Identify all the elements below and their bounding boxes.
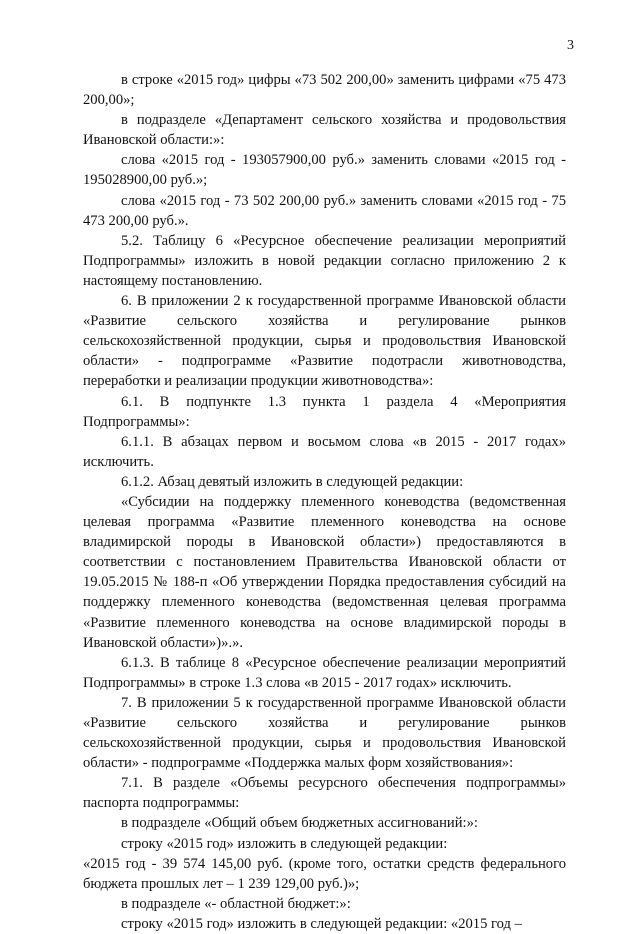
paragraph: 6.1.3. В таблице 8 «Ресурсное обеспечение реализации мероприятий Подпрограммы» в строке 1.3 слова «в 2015 - 2017 годах» исключить.	[83, 654, 566, 691]
paragraph: 6.1.2. Абзац девятый изложить в следующей редакции:	[121, 473, 464, 490]
paragraph: строку «2015 год» изложить в следующей редакции: «2015 год –	[121, 915, 522, 932]
paragraph: 5.2. Таблицу 6 «Ресурсное обеспечение реализации мероприятий Подпрограммы» изложить в новой редакции согласно приложению 2 к настоящему постановлению.	[83, 232, 566, 289]
paragraph: 6. В приложении 2 к государственной программе Ивановской области «Развитие сельского хозяйства и регулирование рынков сельскохозяйственной продукции, сырья и продовольствия Ивановской области» - подпрограмме «Развитие подотрасли животноводства, переработки и реализации продукции животноводства»:	[83, 293, 566, 390]
paragraph: «2015 год - 39 574 145,00 руб. (кроме того, остатки средств федерального бюджета прошлых лет – 1 239 129,00 руб.)»;	[83, 855, 566, 892]
paragraph: слова «2015 год - 73 502 200,00 руб.» заменить словами «2015 год - 75 473 200,00 руб.».	[83, 192, 566, 229]
page-number: 3	[567, 38, 574, 53]
paragraph: слова «2015 год - 193057900,00 руб.» заменить словами «2015 год - 195028900,00 руб.»;	[83, 152, 566, 189]
paragraph: в строке «2015 год» цифры «73 502 200,00» заменить цифрами «75 473 200,00»;	[83, 72, 566, 109]
paragraph: «Субсидии на поддержку племенного коневодства (ведомственная целевая программа «Развитие племенного коневодства на основе владимирской породы в Ивановской области») предоставляются в соответствии с постановлением Правительства Ивановской области от 19.05.2015 № 188-п «Об утверждении Порядка предоставления субсидий на поддержку племенного коневодства (ведомственная целевая программа «Развитие племенного коневодства на основе владимирской породы в Ивановской области»)».».	[83, 493, 566, 651]
paragraph: 7. В приложении 5 к государственной программе Ивановской области «Развитие сельского хозяйства и регулирование рынков сельскохозяйственной продукции, сырья и продовольствия Ивановской области» - подпрограмме «Поддержка малых форм хозяйствования»:	[83, 694, 566, 772]
paragraph: в подразделе «- областной бюджет:»:	[121, 895, 351, 912]
paragraph: в подразделе «Департамент сельского хозяйства и продовольствия Ивановской области:»:	[83, 112, 566, 149]
paragraph: 7.1. В разделе «Объемы ресурсного обеспечения подпрограммы» паспорта подпрограммы:	[83, 775, 566, 812]
paragraph: строку «2015 год» изложить в следующей редакции:	[121, 835, 448, 852]
paragraph: 6.1. В подпункте 1.3 пункта 1 раздела 4 «Мероприятия Подпрограммы»:	[83, 393, 566, 430]
paragraph: в подразделе «Общий объем бюджетных ассигнований:»:	[121, 815, 478, 832]
document-body	[83, 70, 566, 934]
paragraph: 6.1.1. В абзацах первом и восьмом слова «в 2015 - 2017 годах» исключить.	[83, 433, 566, 470]
